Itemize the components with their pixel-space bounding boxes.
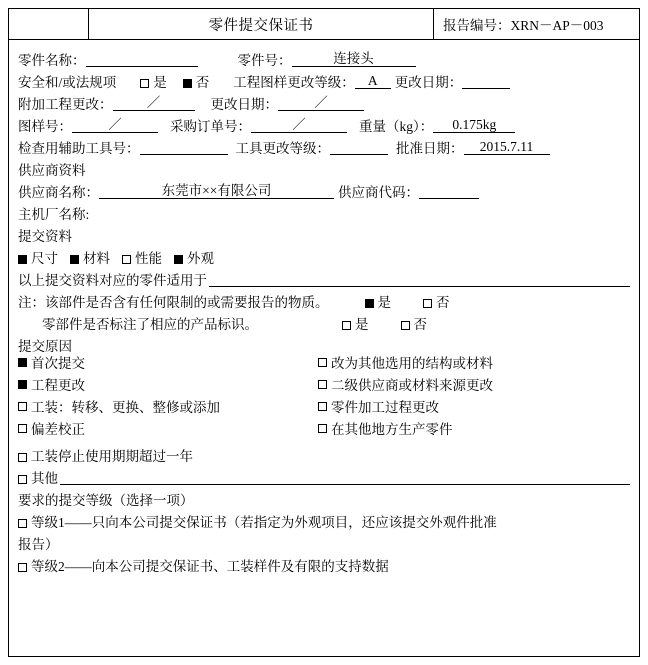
row-gauge	[18, 133, 630, 155]
extra-eng-change-label: 附加工程更改：	[18, 96, 113, 112]
supplier-name-value[interactable]: 东莞市××有限公司	[99, 183, 334, 199]
note-1-yes-label: 是	[377, 294, 391, 310]
level-title: 要求的提交等级（选择一项）	[18, 492, 194, 508]
note-2-no-label: 否	[413, 316, 427, 332]
drawing-change-level-value[interactable]: A	[355, 73, 391, 89]
note-1-text: 注：该部件是否含有任何限制的或需要报告的物质。	[18, 294, 329, 310]
applicable-label: 以上提交资料对应的零件适用于	[18, 272, 207, 288]
reason-other-value-line[interactable]	[60, 469, 630, 485]
row-extra-eng-change	[18, 89, 630, 111]
supplier-code-value[interactable]	[419, 183, 479, 199]
row-submit-info-title	[18, 221, 630, 243]
reason-option-label: 工装：转移、更换、整修或添加	[31, 400, 220, 415]
note-2-yes-checkbox[interactable]	[342, 321, 351, 330]
submit-dimension-checkbox[interactable]	[18, 255, 27, 264]
reason-option[interactable]	[18, 419, 318, 441]
safety-yes-checkbox[interactable]	[140, 79, 149, 88]
row-reason-title	[18, 331, 630, 353]
part-name-label: 零件名称：	[18, 52, 86, 68]
approval-date-value[interactable]: 2015.7.11	[464, 139, 550, 155]
gauge-no-label: 检查用辅助工具号：	[18, 140, 140, 156]
note-2-yes-label: 是	[355, 316, 369, 332]
reason-option-label: 二级供应商或材料来源更改	[331, 378, 493, 393]
note-1-no-checkbox[interactable]	[423, 299, 432, 308]
row-supplier-info-title	[18, 155, 630, 177]
submit-appearance-label: 外观	[187, 250, 214, 266]
submit-performance-checkbox[interactable]	[122, 255, 131, 264]
submit-appearance-checkbox[interactable]	[174, 255, 183, 264]
level-option-label-continued: 报告）	[18, 536, 59, 552]
reason-title: 提交原因	[18, 338, 72, 354]
reason-columns	[18, 353, 630, 441]
extra-change-date-label: 更改日期：	[210, 96, 278, 112]
note-2-text: 零部件是否标注了相应的产品标识。	[42, 316, 258, 332]
reason-option[interactable]	[318, 419, 630, 441]
header-logo-cell	[9, 9, 89, 39]
po-no-label: 采购订单号：	[170, 118, 251, 134]
row-submit-items	[18, 243, 630, 265]
tool-change-level-value[interactable]	[330, 139, 388, 155]
level-option-label: 等级2——向本公司提交保证书、工装样件及有限的支持数据	[31, 558, 389, 574]
part-no-label: 零件号：	[237, 52, 292, 68]
safety-no-label: 否	[195, 74, 210, 90]
checkbox[interactable]	[18, 424, 27, 433]
supplier-info-title: 供应商资料	[18, 162, 86, 178]
checkbox[interactable]	[318, 424, 327, 433]
drawing-no-label: 图样号：	[18, 118, 72, 134]
form-frame	[8, 8, 640, 657]
report-number-value: XRN－AP－003	[510, 18, 604, 33]
note-1-no-label: 否	[436, 294, 450, 310]
reason-option-other[interactable]	[18, 463, 630, 485]
row-note-1	[18, 287, 630, 309]
tool-change-level-label: 工具更改等级：	[235, 140, 330, 156]
level-option-continuation	[18, 529, 630, 551]
po-no-value[interactable]: ／	[251, 117, 347, 133]
reason-option[interactable]	[318, 397, 630, 419]
row-safety	[18, 67, 630, 89]
applicable-value-line[interactable]	[209, 271, 630, 287]
safety-no-checkbox[interactable]	[183, 79, 192, 88]
submit-performance-label: 性能	[135, 250, 162, 266]
reason-option[interactable]	[18, 441, 630, 463]
approval-date-label: 批准日期：	[396, 140, 464, 156]
reason-option-label: 其他	[31, 470, 58, 486]
level-option-label: 等级1——只向本公司提交保证书（若指定为外观项目，还应该提交外观件批准	[31, 514, 497, 530]
report-number-cell	[434, 9, 639, 39]
reason-option-label: 在其他地方生产零件	[331, 422, 453, 437]
row-part-name	[18, 45, 630, 67]
safety-yes-label: 是	[153, 74, 167, 90]
checkbox[interactable]	[18, 563, 27, 572]
row-drawing-po-weight	[18, 111, 630, 133]
checkbox[interactable]	[18, 380, 27, 389]
drawing-change-level-label: 工程图样更改等级：	[233, 74, 355, 90]
part-name-value[interactable]	[86, 51, 198, 67]
checkbox[interactable]	[318, 380, 327, 389]
reason-option[interactable]	[18, 397, 318, 419]
row-applicable	[18, 265, 630, 287]
checkbox[interactable]	[318, 402, 327, 411]
checkbox[interactable]	[18, 475, 27, 484]
weight-value[interactable]: 0.175kg	[433, 117, 515, 133]
reason-option[interactable]	[318, 353, 630, 375]
extra-change-date-value[interactable]: ／	[278, 95, 364, 111]
reason-right-column	[318, 353, 630, 441]
reason-left-column	[18, 353, 318, 441]
submit-dimension-label: 尺寸	[31, 250, 58, 266]
safety-label: 安全和/或法规项	[18, 74, 117, 90]
gauge-no-value[interactable]	[140, 139, 228, 155]
reason-option[interactable]	[18, 353, 318, 375]
reason-option-label: 工程更改	[31, 378, 85, 393]
level-option[interactable]	[18, 507, 630, 529]
reason-option-label: 零件加工过程更改	[331, 400, 439, 415]
row-supplier-name	[18, 177, 630, 199]
supplier-name-label: 供应商名称：	[18, 184, 99, 200]
weight-label: 重量（kg）：	[359, 118, 434, 134]
note-1-yes-checkbox[interactable]	[365, 299, 374, 308]
submit-material-checkbox[interactable]	[70, 255, 79, 264]
change-date-label: 更改日期：	[394, 74, 463, 90]
form-title: 零件提交保证书	[89, 9, 434, 39]
reason-option-label: 工装停止使用期期超过一年	[31, 448, 193, 464]
note-2-no-checkbox[interactable]	[401, 321, 410, 330]
reason-option-label: 改为其他选用的结构或材料	[331, 356, 493, 371]
supplier-code-label: 供应商代码：	[338, 184, 419, 200]
part-no-value[interactable]: 连接头	[292, 51, 416, 67]
checkbox[interactable]	[18, 358, 27, 367]
extra-eng-change-value[interactable]: ／	[113, 95, 195, 111]
checkbox[interactable]	[18, 453, 27, 462]
report-number-label: 报告编号：	[443, 18, 511, 33]
form-body	[9, 40, 639, 573]
oem-label: 主机厂名称:	[18, 206, 90, 222]
row-level-title	[18, 485, 630, 507]
row-note-2	[18, 309, 630, 331]
level-option[interactable]	[18, 551, 630, 573]
checkbox[interactable]	[18, 402, 27, 411]
checkbox[interactable]	[318, 358, 327, 367]
checkbox[interactable]	[18, 519, 27, 528]
reason-option[interactable]	[18, 375, 318, 397]
change-date-value[interactable]	[462, 73, 510, 89]
submit-material-label: 材料	[83, 250, 110, 266]
drawing-no-value[interactable]: ／	[72, 117, 158, 133]
submit-info-title: 提交资料	[18, 228, 72, 244]
form-header-row	[9, 9, 639, 40]
row-oem	[18, 199, 630, 221]
reason-option[interactable]	[318, 375, 630, 397]
reason-option-label: 首次提交	[31, 356, 85, 371]
reason-option-label: 偏差校正	[31, 422, 85, 437]
